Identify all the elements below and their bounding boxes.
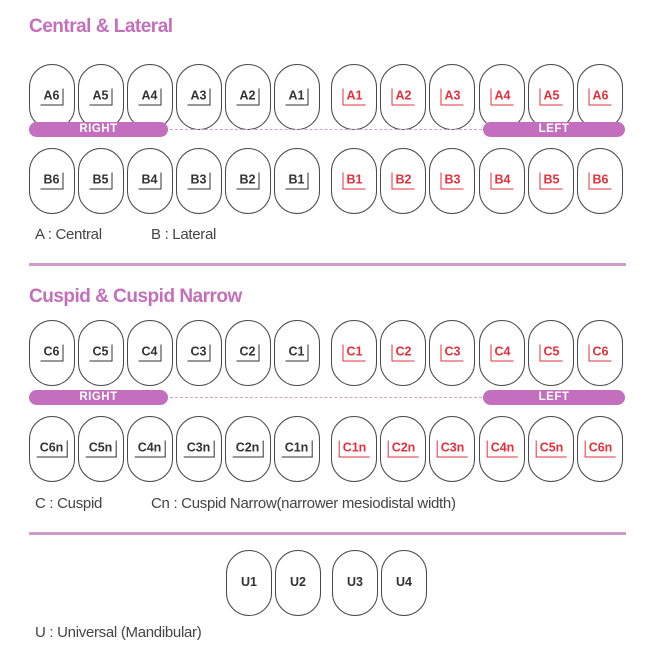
tooth-button[interactable]	[225, 148, 271, 214]
right-side-bar: RIGHT	[29, 122, 168, 137]
row-universal-teeth	[0, 550, 670, 618]
tooth-button[interactable]	[176, 320, 222, 386]
tooth-label: A1	[343, 89, 366, 106]
tooth-button[interactable]	[176, 148, 222, 214]
tooth-button[interactable]	[29, 148, 75, 214]
tooth-button[interactable]	[275, 550, 321, 616]
section-divider	[29, 532, 626, 535]
legend-cuspid: C : Cuspid	[35, 495, 103, 512]
tooth-label: C1	[343, 345, 366, 362]
row-c-teeth	[0, 320, 670, 388]
tooth-label: C1n	[282, 441, 313, 458]
tooth-label: B2	[392, 173, 415, 190]
tooth-label: A2	[392, 89, 415, 106]
tooth-label: B6	[589, 173, 612, 190]
tooth-label: C2n	[388, 441, 419, 458]
tooth-button[interactable]	[380, 416, 426, 482]
section-divider	[29, 263, 626, 266]
tooth-button[interactable]	[225, 416, 271, 482]
tooth-button[interactable]	[127, 320, 173, 386]
midline-dashes	[170, 129, 482, 130]
tooth-button[interactable]	[225, 320, 271, 386]
tooth-label: B4	[139, 173, 162, 190]
tooth-button[interactable]	[429, 416, 475, 482]
tooth-label: C1	[286, 345, 309, 362]
tooth-button[interactable]	[577, 320, 623, 386]
tooth-button[interactable]	[29, 64, 75, 130]
tooth-label: A6	[589, 89, 612, 106]
tooth-label: B6	[41, 173, 64, 190]
tooth-button[interactable]	[274, 64, 320, 130]
tooth-button[interactable]	[331, 320, 377, 386]
tooth-button[interactable]	[479, 320, 525, 386]
tooth-label: A2	[237, 89, 260, 106]
section-title-central-lateral: Central & Lateral	[29, 16, 173, 37]
tooth-label: C4n	[135, 441, 166, 458]
tooth-button[interactable]	[78, 148, 124, 214]
tooth-label: C3n	[184, 441, 215, 458]
tooth-button[interactable]	[78, 64, 124, 130]
legend-universal: U : Universal (Mandibular)	[35, 624, 202, 641]
tooth-label: U2	[290, 575, 306, 589]
tooth-button[interactable]	[78, 320, 124, 386]
tooth-button[interactable]	[479, 64, 525, 130]
tooth-button[interactable]	[331, 416, 377, 482]
tooth-button[interactable]	[274, 148, 320, 214]
tooth-button[interactable]	[127, 64, 173, 130]
tooth-label: B1	[343, 173, 366, 190]
tooth-label: C2	[392, 345, 415, 362]
legend-cuspid-narrow: Cn : Cuspid Narrow(narrower mesiodistal width)	[151, 495, 456, 512]
tooth-label: A3	[441, 89, 464, 106]
tooth-button[interactable]	[225, 64, 271, 130]
tooth-button[interactable]	[274, 320, 320, 386]
tooth-label: C1n	[339, 441, 370, 458]
tooth-button[interactable]	[577, 148, 623, 214]
tooth-button[interactable]	[479, 148, 525, 214]
legend-central: A : Central	[35, 226, 102, 243]
tooth-label: C5	[540, 345, 563, 362]
tooth-label: C5	[90, 345, 113, 362]
tooth-button[interactable]	[429, 320, 475, 386]
tooth-label: C3	[188, 345, 211, 362]
tooth-label: B5	[540, 173, 563, 190]
tooth-label: U1	[241, 575, 257, 589]
tooth-button[interactable]	[331, 64, 377, 130]
tooth-button[interactable]	[176, 416, 222, 482]
tooth-button[interactable]	[577, 64, 623, 130]
tooth-label: C6n	[585, 441, 616, 458]
tooth-button[interactable]	[176, 64, 222, 130]
tooth-button[interactable]	[479, 416, 525, 482]
tooth-label: U4	[396, 575, 412, 589]
midline-dashes	[170, 397, 482, 398]
right-side-bar: RIGHT	[29, 390, 168, 405]
tooth-button[interactable]	[380, 64, 426, 130]
row-b-teeth	[0, 148, 670, 216]
legend-lateral: B : Lateral	[151, 226, 217, 243]
tooth-label: A1	[286, 89, 309, 106]
tooth-label: B3	[188, 173, 211, 190]
tooth-button[interactable]	[29, 320, 75, 386]
tooth-button[interactable]	[29, 416, 75, 482]
tooth-label: B1	[286, 173, 309, 190]
tooth-label: C6	[589, 345, 612, 362]
tooth-label: C6	[41, 345, 64, 362]
tooth-button[interactable]	[528, 320, 574, 386]
tooth-label: A4	[491, 89, 514, 106]
tooth-label: C2	[237, 345, 260, 362]
tooth-label: C4	[139, 345, 162, 362]
tooth-label: A5	[540, 89, 563, 106]
tooth-label: A5	[90, 89, 113, 106]
tooth-button[interactable]	[274, 416, 320, 482]
tooth-button[interactable]	[127, 416, 173, 482]
tooth-label: A3	[188, 89, 211, 106]
tooth-button[interactable]	[429, 64, 475, 130]
tooth-button[interactable]	[78, 416, 124, 482]
left-side-bar: LEFT	[483, 390, 625, 405]
tooth-button[interactable]	[127, 148, 173, 214]
tooth-button[interactable]	[528, 64, 574, 130]
section-title-cuspid: Cuspid & Cuspid Narrow	[29, 286, 242, 307]
row-cn-teeth	[0, 416, 670, 484]
tooth-label: C3	[441, 345, 464, 362]
tooth-label: B3	[441, 173, 464, 190]
tooth-label: U3	[347, 575, 363, 589]
tooth-label: C5n	[536, 441, 567, 458]
tooth-button[interactable]	[528, 416, 574, 482]
tooth-button[interactable]	[332, 550, 378, 616]
tooth-label: C4n	[487, 441, 518, 458]
tooth-label: C3n	[437, 441, 468, 458]
tooth-label: C4	[491, 345, 514, 362]
tooth-button[interactable]	[331, 148, 377, 214]
tooth-button[interactable]	[577, 416, 623, 482]
tooth-label: C2n	[233, 441, 264, 458]
tooth-label: A6	[41, 89, 64, 106]
tooth-button[interactable]	[381, 550, 427, 616]
tooth-button[interactable]	[380, 320, 426, 386]
tooth-button[interactable]	[226, 550, 272, 616]
tooth-button[interactable]	[429, 148, 475, 214]
tooth-button[interactable]	[528, 148, 574, 214]
tooth-label: B4	[491, 173, 514, 190]
tooth-label: A4	[139, 89, 162, 106]
left-side-bar: LEFT	[483, 122, 625, 137]
tooth-label: C5n	[86, 441, 117, 458]
tooth-label: B5	[90, 173, 113, 190]
tooth-button[interactable]	[380, 148, 426, 214]
tooth-label: B2	[237, 173, 260, 190]
tooth-label: C6n	[37, 441, 68, 458]
